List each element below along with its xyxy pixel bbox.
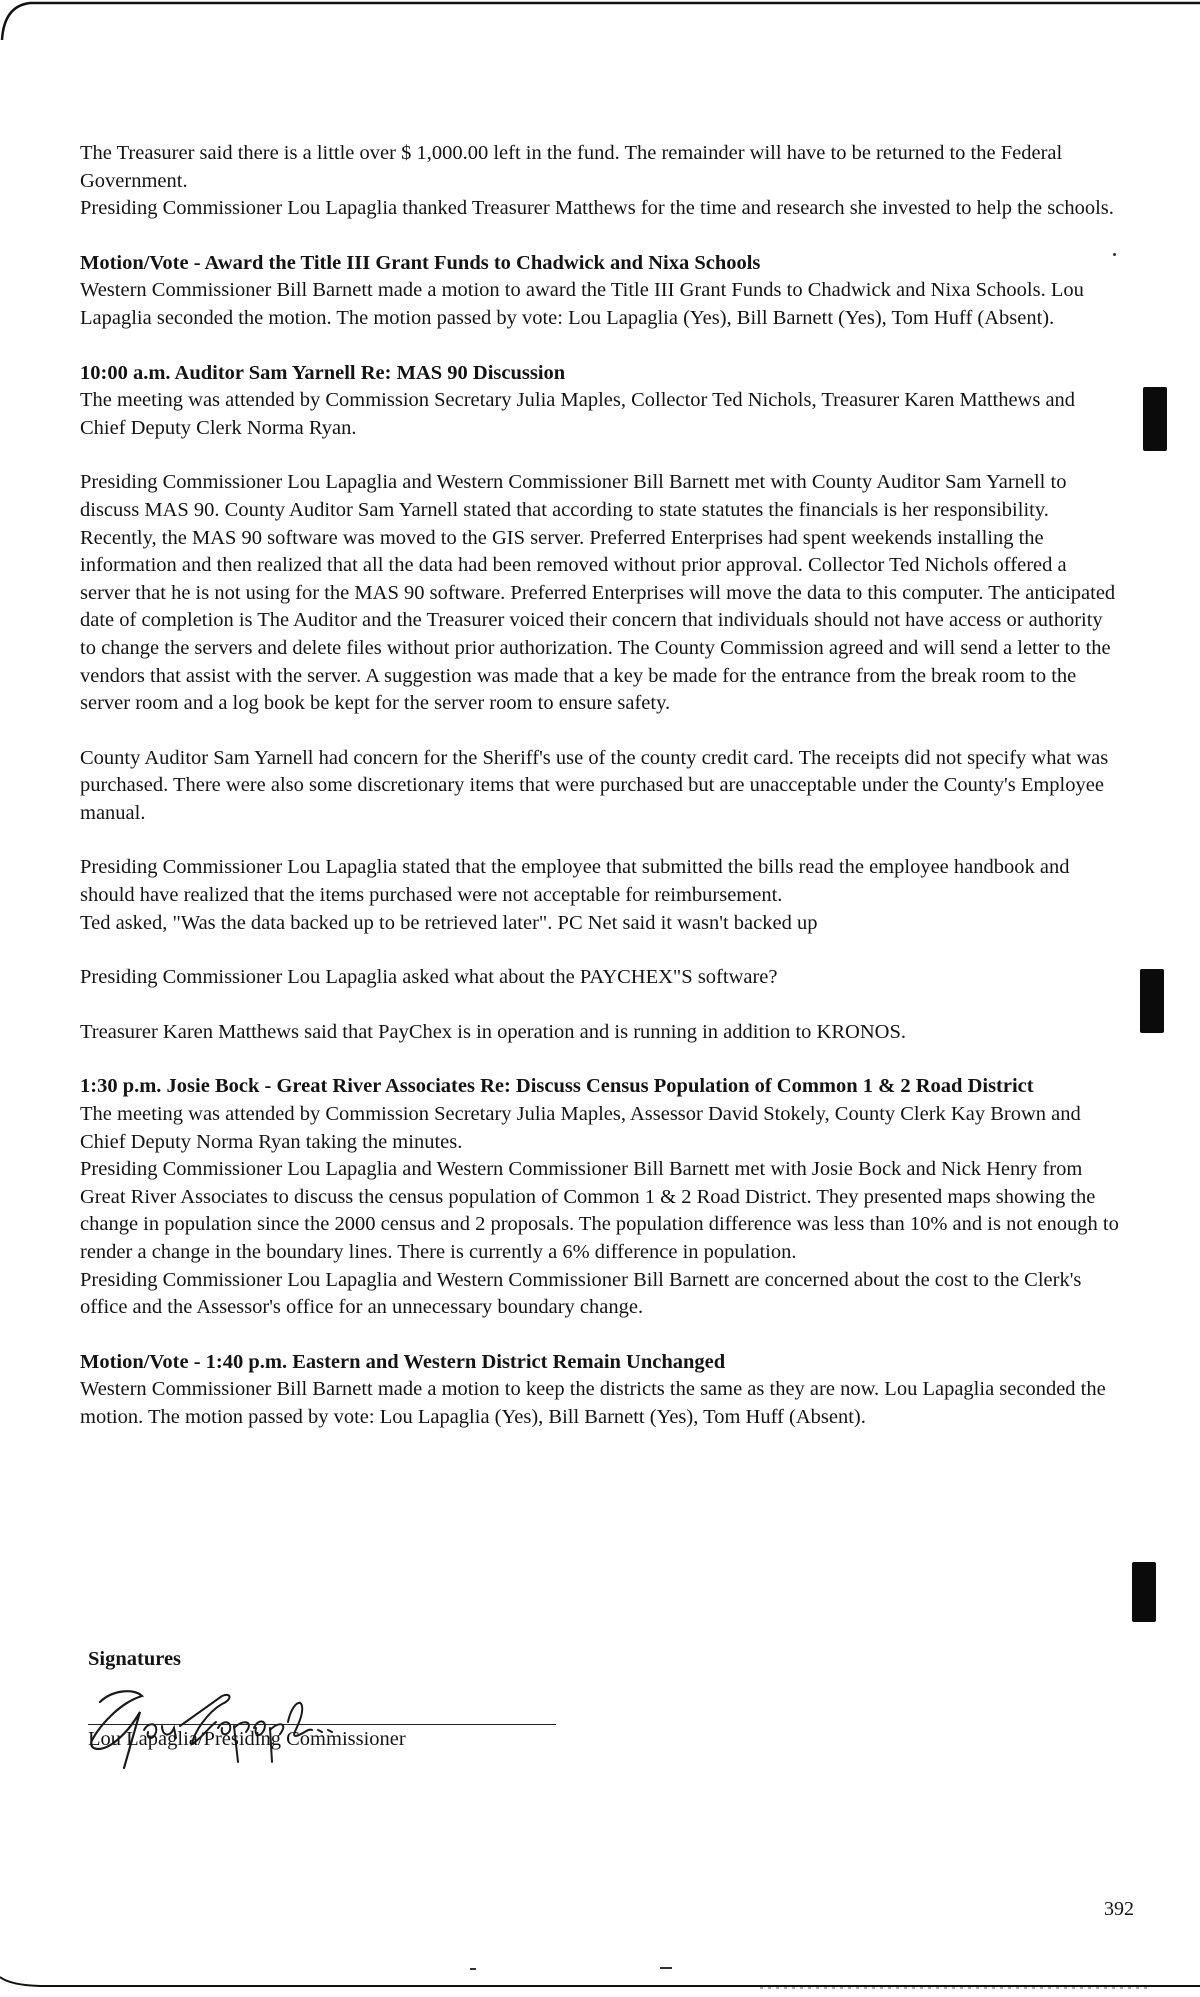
minutes-block [80, 1019, 1120, 1047]
minutes-block [80, 745, 1120, 828]
minutes-block [80, 140, 1120, 223]
minutes-block [80, 1073, 1120, 1321]
paragraph: Western Commissioner Bill Barnett made a motion to award the Title III Grant Funds to Chadwick and Nixa Schools. Lou Lapaglia seconded the motion. The motion passed by vote: Lou Lapaglia (Yes), Bill Barnett (Yes), Tom Huff (Absent). [80, 279, 1084, 329]
signature-block [88, 1648, 608, 1768]
margin-mark [1140, 969, 1164, 1033]
page-number: 392 [1104, 1898, 1134, 1920]
paragraph: The meeting was attended by Commission Secretary Julia Maples, Assessor David Stokely, County Clerk Kay Brown and Chief Deputy Norma Ryan taking the minutes. [80, 1103, 1081, 1153]
section-heading: 1:30 p.m. Josie Bock - Great River Associates Re: Discuss Census Population of Common 1 & 2 Road District [80, 1075, 1034, 1098]
minutes-block [80, 250, 1120, 333]
section-heading: Motion/Vote - Award the Title III Grant Funds to Chadwick and Nixa Schools [80, 251, 761, 274]
paragraph: Treasurer Karen Matthews said that PayChex is in operation and is running in addition to KRONOS. [80, 1020, 906, 1043]
scan-frame-bottom [0, 1955, 1200, 1997]
signature-line [88, 1724, 556, 1725]
margin-mark [1143, 387, 1167, 451]
paragraph: Presiding Commissioner Lou Lapaglia and Western Commissioner Bill Barnett met with Josie Bock and Nick Henry from Great River Associates to discuss the census population of Common 1 & 2 Road District. They presented maps showing the change in population since the 2000 census and 2 proposals. The population difference was less than 10% and is not enough to render a change in the boundary lines. There is currently a 6% difference in population. [80, 1158, 1119, 1263]
paragraph: Presiding Commissioner Lou Lapaglia thanked Treasurer Matthews for the time and research she invested to help the schools. [80, 197, 1114, 220]
handwritten-signature [82, 1682, 342, 1772]
paragraph: The meeting was attended by Commission Secretary Julia Maples, Collector Ted Nichols, Treasurer Karen Matthews and Chief Deputy Clerk Norma Ryan. [80, 389, 1076, 439]
minutes-block [80, 854, 1120, 937]
minutes-block [80, 964, 1120, 992]
scan-frame-top [0, 0, 1200, 40]
paragraph: Presiding Commissioner Lou Lapaglia stated that the employee that submitted the bills read the employee handbook and should have realized that the items purchased were not acceptable for reimbursement. [80, 856, 1070, 907]
paragraph: The Treasurer said there is a little over $ 1,000.00 left in the fund. The remainder will have to be returned to the Federal Government. [80, 142, 1063, 192]
minutes-block [80, 360, 1120, 443]
minutes-block [80, 469, 1120, 717]
paragraph: Presiding Commissioner Lou Lapaglia asked what about the PAYCHEX"S software? [80, 966, 778, 989]
margin-mark [1132, 1562, 1156, 1622]
section-heading: Motion/Vote - 1:40 p.m. Eastern and Western District Remain Unchanged [80, 1350, 726, 1373]
signatures-heading: Signatures [88, 1648, 182, 1670]
section-heading: 10:00 a.m. Auditor Sam Yarnell Re: MAS 90 Discussion [80, 361, 566, 384]
paragraph: County Auditor Sam Yarnell had concern for the Sheriff's use of the county credit card. The receipts did not specify what was purchased. There were also some discretionary items that were purchased but are unacceptable under the County's Employee manual. [80, 746, 1109, 824]
minutes-block [80, 1349, 1120, 1432]
paragraph: Ted asked, "Was the data backed up to be retrieved later". PC Net said it wasn't backed up [80, 911, 818, 934]
signature-caption: Lou Lapaglia/Presiding Commissioner [88, 1728, 406, 1750]
minutes-content [80, 140, 1120, 1459]
paragraph: Western Commissioner Bill Barnett made a motion to keep the districts the same as they are now. Lou Lapaglia seconded the motion. The motion passed by vote: Lou Lapaglia (Yes), Bill Barnett (Yes), Tom Huff (Absent). [80, 1378, 1106, 1428]
paragraph: Presiding Commissioner Lou Lapaglia and Western Commissioner Bill Barnett are concerned about the cost to the Clerk's office and the Assessor's office for an unnecessary boundary change. [80, 1268, 1082, 1319]
paragraph: Presiding Commissioner Lou Lapaglia and Western Commissioner Bill Barnett met with County Auditor Sam Yarnell to discuss MAS 90. County Auditor Sam Yarnell stated that according to state statutes the financials is her responsibility. Recently, the MAS 90 software was moved to the GIS server. Preferred Enterprises had spent weekends installing the information and then realized that all the data had been removed without prior approval. Collector Ted Nichols offered a server that he is not using for the MAS 90 software. Preferred Enterprises will move the data to this computer. The anticipated date of completion is The Auditor and the Treasurer voiced their concern that individuals should not have access or authority to change the servers and delete files without prior authorization. The County Commission agreed and will send a letter to the vendors that assist with the server. A suggestion was made that a key be made for the entrance from the break room to the server room and a log book be kept for the server room to ensure safety. [80, 471, 1116, 715]
